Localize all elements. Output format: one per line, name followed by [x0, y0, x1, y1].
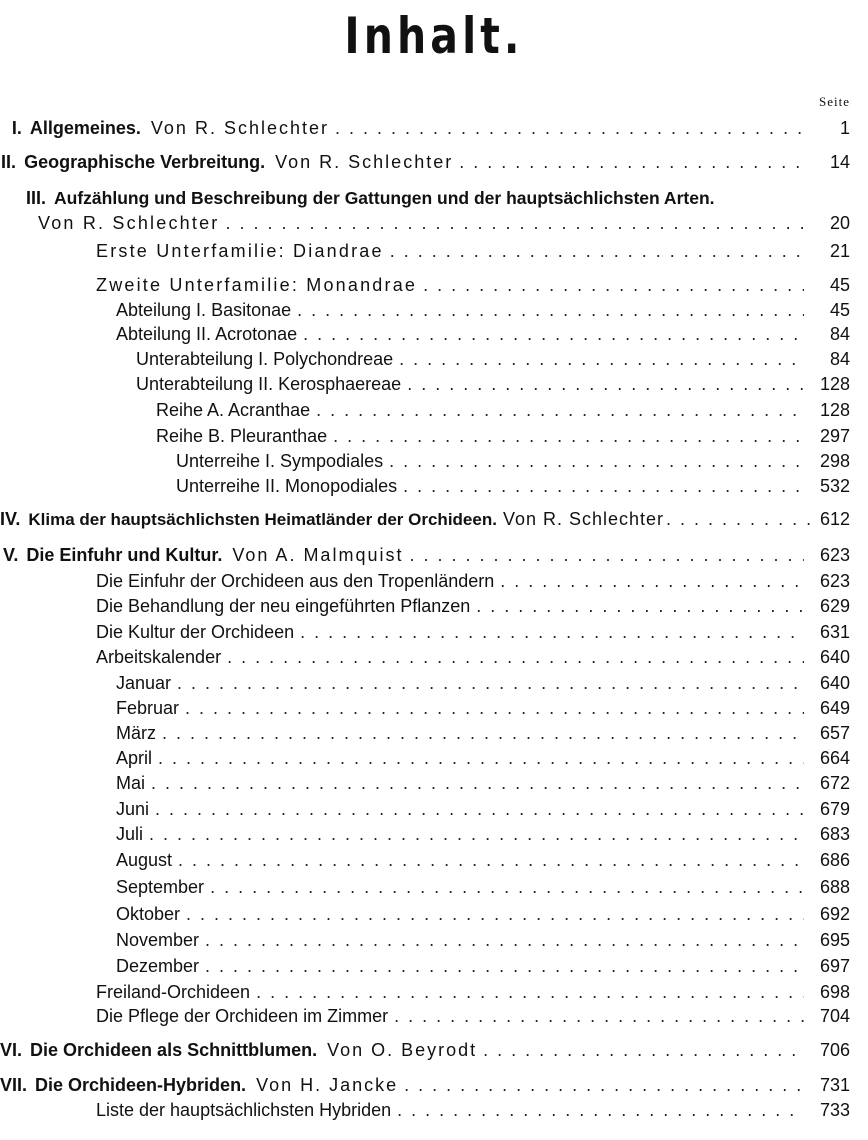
toc-entry[interactable] [176, 474, 850, 499]
page-number: 688 [819, 877, 850, 897]
dot-leader [390, 239, 804, 264]
page-number: 629 [819, 596, 850, 616]
dot-leader [500, 569, 804, 594]
dot-leader [394, 1004, 804, 1029]
entry-title: Die Kultur der Orchideen [96, 622, 295, 642]
dot-leader [300, 620, 804, 645]
page-number: 679 [819, 799, 850, 819]
toc-entry[interactable] [116, 771, 850, 796]
chapter-title: Die Orchideen als Schnittblumen. [30, 1040, 318, 1060]
entry-title: Erste Unterfamilie: Diandrae [96, 241, 384, 261]
entry-title: Unterreihe II. Monopodiales [176, 476, 398, 496]
page-number: 623 [819, 571, 850, 591]
page-number: 731 [819, 1075, 850, 1095]
toc-entry[interactable] [156, 424, 850, 449]
chapter-number: II. [1, 152, 17, 172]
toc-entry[interactable] [96, 1098, 850, 1123]
chapter-number: IV. [0, 509, 21, 529]
toc-entry[interactable] [0, 150, 850, 175]
chapter-author: Von R. Schlechter [150, 118, 329, 138]
entry-title: Unterreihe I. Sympodiales [176, 451, 384, 471]
toc-entry[interactable] [116, 298, 850, 323]
entry-title: März [116, 723, 156, 743]
dot-leader [185, 696, 804, 721]
entry-title: Unterabteilung I. Polychondreae [136, 349, 394, 369]
page-number: 698 [819, 982, 850, 1002]
page-number: 20 [829, 213, 850, 233]
entry-title: Mai [116, 773, 146, 793]
toc-entry[interactable] [116, 322, 850, 347]
dot-leader [409, 543, 804, 568]
page-number: 612 [819, 509, 850, 529]
toc-entry[interactable] [0, 507, 850, 532]
page-number: 640 [819, 673, 850, 693]
page-number: 640 [819, 647, 850, 667]
page-number: 695 [819, 930, 850, 950]
page-number: 21 [829, 241, 850, 261]
toc-entry[interactable] [96, 620, 850, 645]
entry-title: Liste der hauptsächlichsten Hybriden [96, 1100, 392, 1120]
toc-entry[interactable] [116, 954, 850, 979]
chapter-number: VI. [0, 1040, 23, 1060]
page-number: 672 [819, 773, 850, 793]
toc-entry[interactable] [116, 797, 850, 822]
entry-title: Reihe A. Acranthae [156, 400, 311, 420]
entry-title: Unterabteilung II. Kerosphaereae [136, 374, 402, 394]
dot-leader [186, 902, 804, 927]
entry-title: Freiland-Orchideen [96, 982, 251, 1002]
chapter-number: VII. [0, 1075, 28, 1095]
page-number: 623 [819, 545, 850, 565]
toc-entry[interactable] [38, 211, 850, 236]
chapter-author: Von R. Schlechter [275, 152, 454, 172]
page-number: 631 [819, 622, 850, 642]
dot-leader [303, 322, 804, 347]
chapter-author: Von A. Malmquist [232, 545, 404, 565]
toc-entry[interactable] [116, 671, 850, 696]
chapter-title: Allgemeines. [29, 118, 141, 138]
page-number: 45 [829, 275, 850, 295]
dot-leader [666, 507, 814, 532]
page-number: 84 [829, 349, 850, 369]
entry-title: Juni [116, 799, 150, 819]
dot-leader [177, 671, 804, 696]
chapter-title: Die Orchideen-Hybriden. [35, 1075, 247, 1095]
page-number: 649 [819, 698, 850, 718]
entry-title: Die Einfuhr der Orchideen aus den Tropenländern [96, 571, 495, 591]
page-number: 298 [819, 451, 850, 471]
toc-entry[interactable] [116, 721, 850, 746]
page-title: Inhalt. [344, 7, 524, 65]
toc-entry[interactable] [96, 1004, 850, 1029]
entry-title: Die Behandlung der neu eingeführten Pflanzen [96, 596, 471, 616]
page-column-label: Seite [819, 94, 850, 109]
entry-title: Arbeitskalender [96, 647, 222, 667]
dot-leader [335, 116, 804, 141]
dot-leader [158, 746, 804, 771]
page-number: 84 [829, 324, 850, 344]
entry-title: April [116, 748, 153, 768]
chapter-author: Von O. Beyrodt [327, 1040, 478, 1060]
chapter-title: Aufzählung und Beschreibung der Gattungen und der hauptsächlichsten Arten. [54, 188, 715, 208]
page-number: 683 [819, 824, 850, 844]
dot-leader [476, 594, 804, 619]
dot-leader [225, 211, 804, 236]
dot-leader [178, 848, 804, 873]
entry-title: Abteilung II. Acrotonae [116, 324, 298, 344]
dot-leader [205, 928, 804, 953]
dot-leader [399, 347, 804, 372]
chapter-title: Geographische Verbreitung. [24, 152, 266, 172]
entry-title: September [116, 877, 205, 897]
toc-entry[interactable] [96, 645, 850, 670]
entry-title: Juli [116, 824, 144, 844]
page-number: 128 [819, 400, 850, 420]
entry-title: Januar [116, 673, 172, 693]
page-number: 45 [829, 300, 850, 320]
toc-entry[interactable] [96, 273, 850, 298]
toc-entry[interactable] [0, 1038, 850, 1063]
dot-leader [256, 980, 804, 1005]
page-number: 686 [819, 850, 850, 870]
toc-entry[interactable] [96, 980, 850, 1005]
toc-entry[interactable] [136, 347, 850, 372]
toc-entry[interactable] [116, 696, 850, 721]
dot-leader [151, 771, 804, 796]
page-number: 14 [829, 152, 850, 172]
page-number: 128 [819, 374, 850, 394]
entry-title: Oktober [116, 904, 181, 924]
page-number: 704 [819, 1006, 850, 1026]
page-number: 297 [819, 426, 850, 446]
toc-entry[interactable] [116, 875, 850, 900]
entry-title: Abteilung I. Basitonae [116, 300, 292, 320]
dot-leader [404, 1073, 804, 1098]
chapter-author: Von H. Jancke [256, 1075, 399, 1095]
dot-leader [333, 424, 804, 449]
page-number: 692 [819, 904, 850, 924]
toc-entry[interactable] [156, 398, 850, 423]
dot-leader [227, 645, 804, 670]
entry-title: Februar [116, 698, 180, 718]
chapter-title: Die Einfuhr und Kultur. [26, 545, 223, 565]
page-number: 664 [819, 748, 850, 768]
chapter-number: I. [11, 118, 22, 138]
dot-leader [210, 875, 804, 900]
entry-title: Von R. Schlechter [38, 213, 220, 233]
dot-leader [459, 150, 804, 175]
toc-entry[interactable] [116, 848, 850, 873]
entry-title: Die Pflege der Orchideen im Zimmer [96, 1006, 389, 1026]
toc-entry[interactable] [116, 746, 850, 771]
page-number: 706 [819, 1040, 850, 1060]
chapter-author: Von R. Schlechter [502, 509, 665, 529]
dot-leader [316, 398, 804, 423]
dot-leader [155, 797, 804, 822]
toc-entry[interactable] [0, 543, 850, 568]
chapter-number: V. [3, 545, 19, 565]
entry-title: November [116, 930, 200, 950]
toc-entry[interactable] [0, 116, 850, 141]
toc-entry[interactable] [96, 239, 850, 264]
dot-leader [403, 474, 804, 499]
dot-leader [423, 273, 804, 298]
page-number: 657 [819, 723, 850, 743]
entry-title: August [116, 850, 173, 870]
page-number: 733 [819, 1100, 850, 1120]
dot-leader [162, 721, 804, 746]
toc-entry[interactable] [0, 186, 850, 211]
page-number: 532 [819, 476, 850, 496]
dot-leader [149, 822, 804, 847]
dot-leader [389, 449, 804, 474]
dot-leader [483, 1038, 804, 1063]
chapter-number: III. [25, 188, 46, 208]
toc-entry[interactable] [96, 594, 850, 619]
dot-leader [297, 298, 804, 323]
entry-title: Reihe B. Pleuranthae [156, 426, 328, 446]
page-number: 1 [839, 118, 850, 138]
toc-entry[interactable] [116, 902, 850, 927]
toc-entry[interactable] [0, 1073, 850, 1098]
chapter-title: Klima der hauptsächlichsten Heimatländer der Orchideen. [28, 510, 497, 529]
dot-leader [397, 1098, 804, 1123]
toc-entry[interactable] [116, 928, 850, 953]
dot-leader [407, 372, 804, 397]
toc-entry[interactable] [96, 569, 850, 594]
dot-leader [205, 954, 804, 979]
entry-title: Zweite Unterfamilie: Monandrae [96, 275, 418, 295]
toc-entry[interactable] [176, 449, 850, 474]
toc-entry[interactable] [136, 372, 850, 397]
page-number: 697 [819, 956, 850, 976]
entry-title: Dezember [116, 956, 200, 976]
toc-entry[interactable] [116, 822, 850, 847]
